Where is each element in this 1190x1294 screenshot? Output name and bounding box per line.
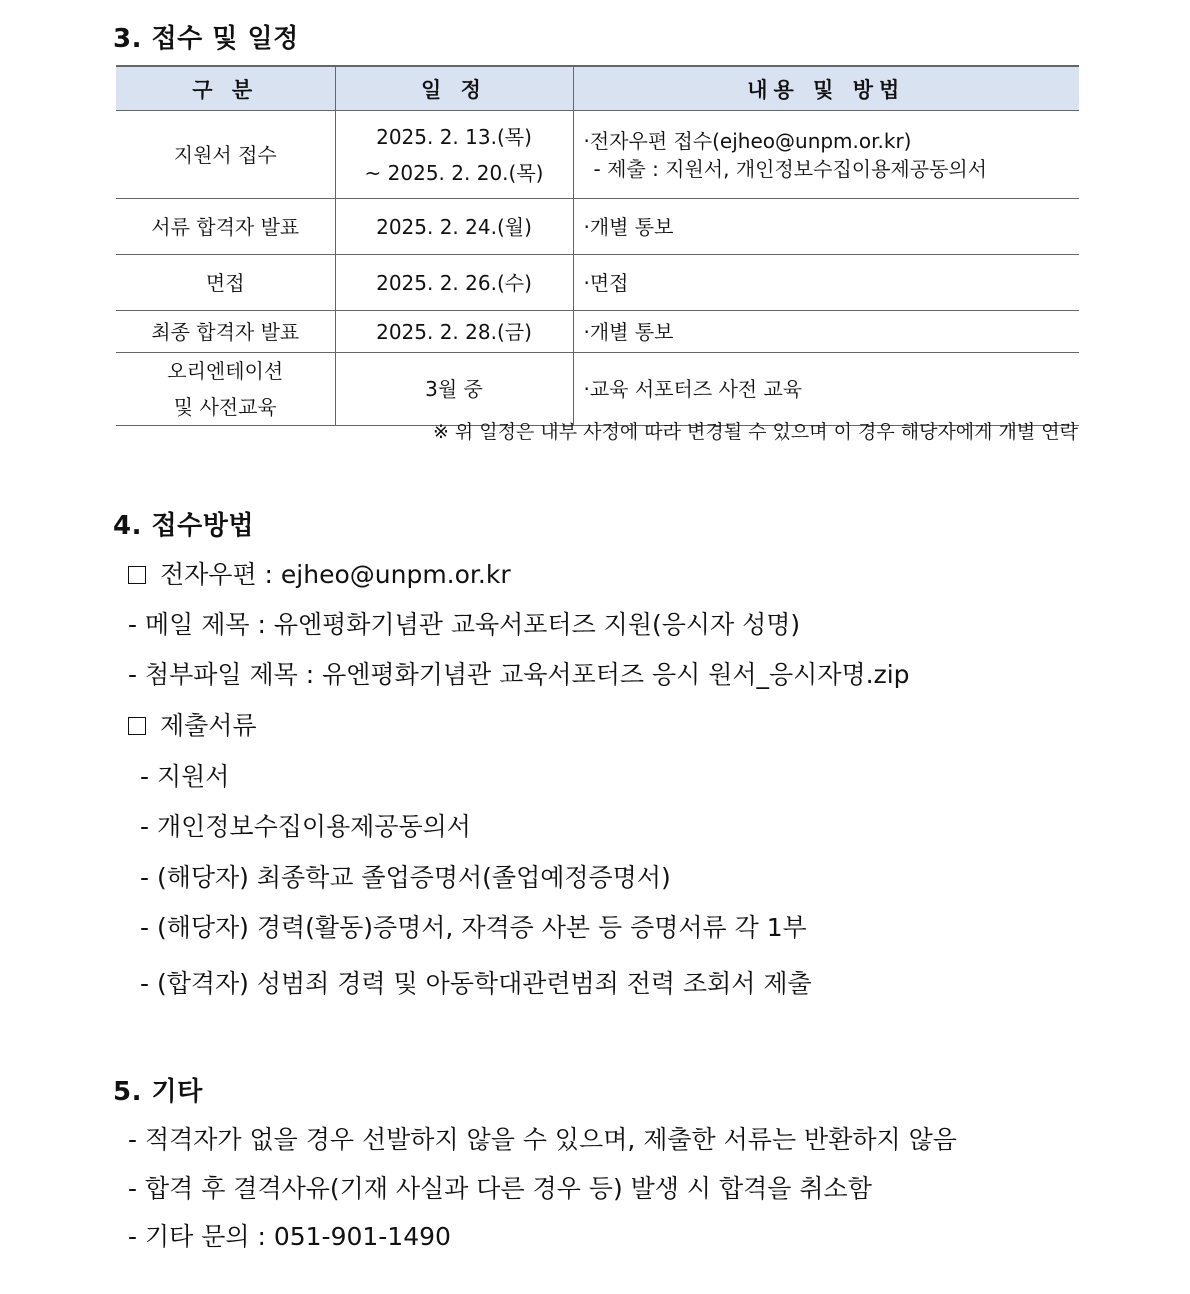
attachment-subject-line: - 첨부파일 제목 : 유엔평화기념관 교육서포터즈 응시 원서_응시자명.zip [128, 660, 910, 689]
content-subline: - 제출 : 지원서, 개인정보수집이용제공동의서 [593, 156, 988, 181]
email-text: 전자우편 : ejheo@unpm.or.kr [160, 560, 511, 589]
table-row [116, 199, 1079, 255]
header-content: 내용 및 방법 [573, 66, 1079, 111]
row-category: 서류 합격자 발표 [116, 199, 335, 255]
header-category: 구 분 [116, 66, 335, 111]
list-item: - 지원서 [140, 762, 230, 791]
list-item: - (해당자) 최종학교 졸업증명서(졸업예정증명서) [140, 863, 671, 892]
list-item: - (해당자) 경력(활동)증명서, 자격증 사본 등 증명서류 각 1부 [140, 913, 807, 942]
row-content: ·면접 [573, 255, 1079, 311]
content-line: ·전자우편 접수(ejheo@unpm.or.kr) [583, 128, 912, 153]
docs-title-line [128, 706, 257, 742]
row-content [573, 111, 1079, 199]
row-category: 면접 [116, 255, 335, 311]
docs-title-text: 제출서류 [160, 711, 257, 740]
table-row [116, 353, 1079, 426]
table-row [116, 311, 1079, 353]
header-schedule: 일 정 [335, 66, 573, 111]
list-item: - 개인정보수집이용제공동의서 [140, 812, 471, 841]
row-content: ·개별 통보 [573, 311, 1079, 353]
row-category [116, 353, 335, 426]
email-line [128, 555, 511, 591]
row-schedule: 2025. 2. 24.(월) [335, 199, 573, 255]
list-item: - 합격 후 결격사유(기재 사실과 다른 경우 등) 발생 시 합격을 취소함 [128, 1174, 872, 1203]
row-schedule: 2025. 2. 26.(수) [335, 255, 573, 311]
table-row [116, 111, 1079, 199]
schedule-note: ※ 위 일정은 내부 사정에 따라 변경될 수 있으며 이 경우 해당자에게 개별 연락 [432, 421, 1078, 443]
row-schedule: 2025. 2. 28.(금) [335, 311, 573, 353]
list-item: - 기타 문의 : 051-901-1490 [128, 1222, 451, 1251]
row-content: ·교육 서포터즈 사전 교육 [573, 353, 1079, 426]
table-row [116, 255, 1079, 311]
section4-title: 4. 접수방법 [113, 511, 254, 541]
schedule-table [116, 65, 1079, 426]
row-schedule: 3월 중 [335, 353, 573, 426]
row-category: 최종 합격자 발표 [116, 311, 335, 353]
category-line-1: 오리엔테이션 [167, 359, 284, 383]
section5-title: 5. 기타 [113, 1077, 203, 1107]
list-item: - 적격자가 없을 경우 선발하지 않을 수 있으며, 제출한 서류는 반환하지 않음 [128, 1125, 957, 1154]
list-item: - (합격자) 성범죄 경력 및 아동학대관련범죄 전력 조회서 제출 [140, 969, 812, 998]
mail-subject-line: - 메일 제목 : 유엔평화기념관 교육서포터즈 지원(응시자 성명) [128, 610, 801, 639]
schedule-start: 2025. 2. 13.(목) [376, 124, 532, 149]
schedule-end: ~ 2025. 2. 20.(목) [364, 160, 544, 185]
row-category: 지원서 접수 [116, 111, 335, 199]
row-schedule [335, 111, 573, 199]
category-line-2: 및 사전교육 [173, 395, 277, 419]
checkbox-square-icon [128, 717, 146, 735]
checkbox-square-icon [128, 566, 146, 584]
row-content: ·개별 통보 [573, 199, 1079, 255]
section3-title: 3. 접수 및 일정 [113, 24, 299, 54]
table-header-row [116, 66, 1079, 111]
